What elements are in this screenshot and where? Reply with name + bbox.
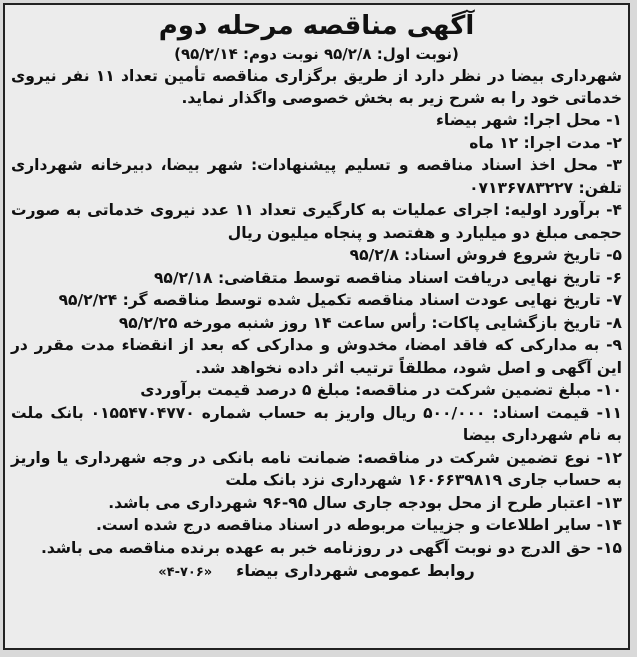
- notice-item: ۷- تاریخ نهایی عودت اسناد مناقصه تکمیل شده توسط مناقصه گر: ۹۵/۲/۲۴: [58, 291, 622, 309]
- notice-item: ۲- مدت اجرا: ۱۲ ماه: [469, 133, 622, 152]
- notice-item: ۹- به مدارکی که فاقد امضا، مخدوش و مدارکی که بعد از انقضاء مدت مقرر در این آگهی و اصل شود، مطلقاً ترتیب اثر داده نخواهد شد.: [11, 336, 622, 377]
- notice-intro: شهرداری بیضا در نظر دارد از طریق برگزاری مناقصه تأمین تعداد ۱۱ نفر نیروی خدماتی خود را به شرح زیر به بخش خصوصی واگذار نماید.: [11, 67, 622, 107]
- signature-line: [11, 561, 622, 583]
- notice-item: ۱- محل اجرا: شهر بیضاء: [435, 111, 622, 129]
- notice-frame: [3, 3, 630, 650]
- notice-item: ۶- تاریخ نهایی دریافت اسناد مناقصه توسط متقاضی: ۹۵/۲/۱۸: [153, 268, 622, 287]
- notice-item: ۳- محل اخذ اسناد مناقصه و تسلیم پیشنهادات: شهر بیضا، دبیرخانه شهرداری تلفن: ۰۷۱۳۶۷۸۳۲۲۷: [11, 156, 622, 197]
- notice-code: «۴-۷۰۶»: [158, 565, 213, 580]
- notice-title: آگهی مناقصه مرحله دوم: [158, 11, 475, 41]
- notice-item: ۱۵- حق الدرج دو نوبت آگهی در روزنامه خبر به عهده برنده مناقصه می باشد.: [40, 538, 622, 557]
- notice-item: ۱۲- نوع تضمین شرکت در مناقصه: ضمانت نامه بانکی در وجه شهرداری یا واریز به حساب جاری ۱۶۰۶۶۳۹۸۱۹ شهرداری نزد بانک ملت: [11, 448, 622, 489]
- notice-item: ۱۰- مبلغ تضمین شرکت در مناقصه: مبلغ ۵ درصد قیمت برآوردی: [140, 381, 622, 399]
- notice-item: ۱۱- قیمت اسناد: ۵۰۰/۰۰۰ ریال واریز به حساب شماره ۰۱۵۵۴۷۰۴۷۷۰ بانک ملت به نام شهرداری بیضا: [11, 403, 622, 444]
- notice-body: [11, 9, 622, 644]
- notice-item: ۱۳- اعتبار طرح از محل بودجه جاری سال ۹۵-۹۶ شهرداری می باشد.: [108, 493, 622, 512]
- notice-item: ۸- تاریخ بازگشایی پاکات: رأس ساعت ۱۴ روز شنبه مورخه ۹۵/۲/۲۵: [118, 313, 622, 332]
- signature: روابط عمومی شهرداری بیضاء: [236, 561, 475, 580]
- notice-item: ۱۴- سایر اطلاعات و جزییات مربوطه در اسناد مناقصه درج شده است.: [95, 516, 622, 534]
- notice-item: ۵- تاریخ شروع فروش اسناد: ۹۵/۲/۸: [349, 246, 622, 264]
- notice-dates: (نوبت اول: ۹۵/۲/۸ نوبت دوم: ۹۵/۲/۱۴): [174, 45, 459, 63]
- notice-item: ۴- برآورد اولیه: اجرای عملیات به کارگیری تعداد ۱۱ عدد نیروی خدماتی به صورت حجمی مبلغ دو میلیارد و هفتصد و پنجاه میلیون ریال: [11, 201, 622, 242]
